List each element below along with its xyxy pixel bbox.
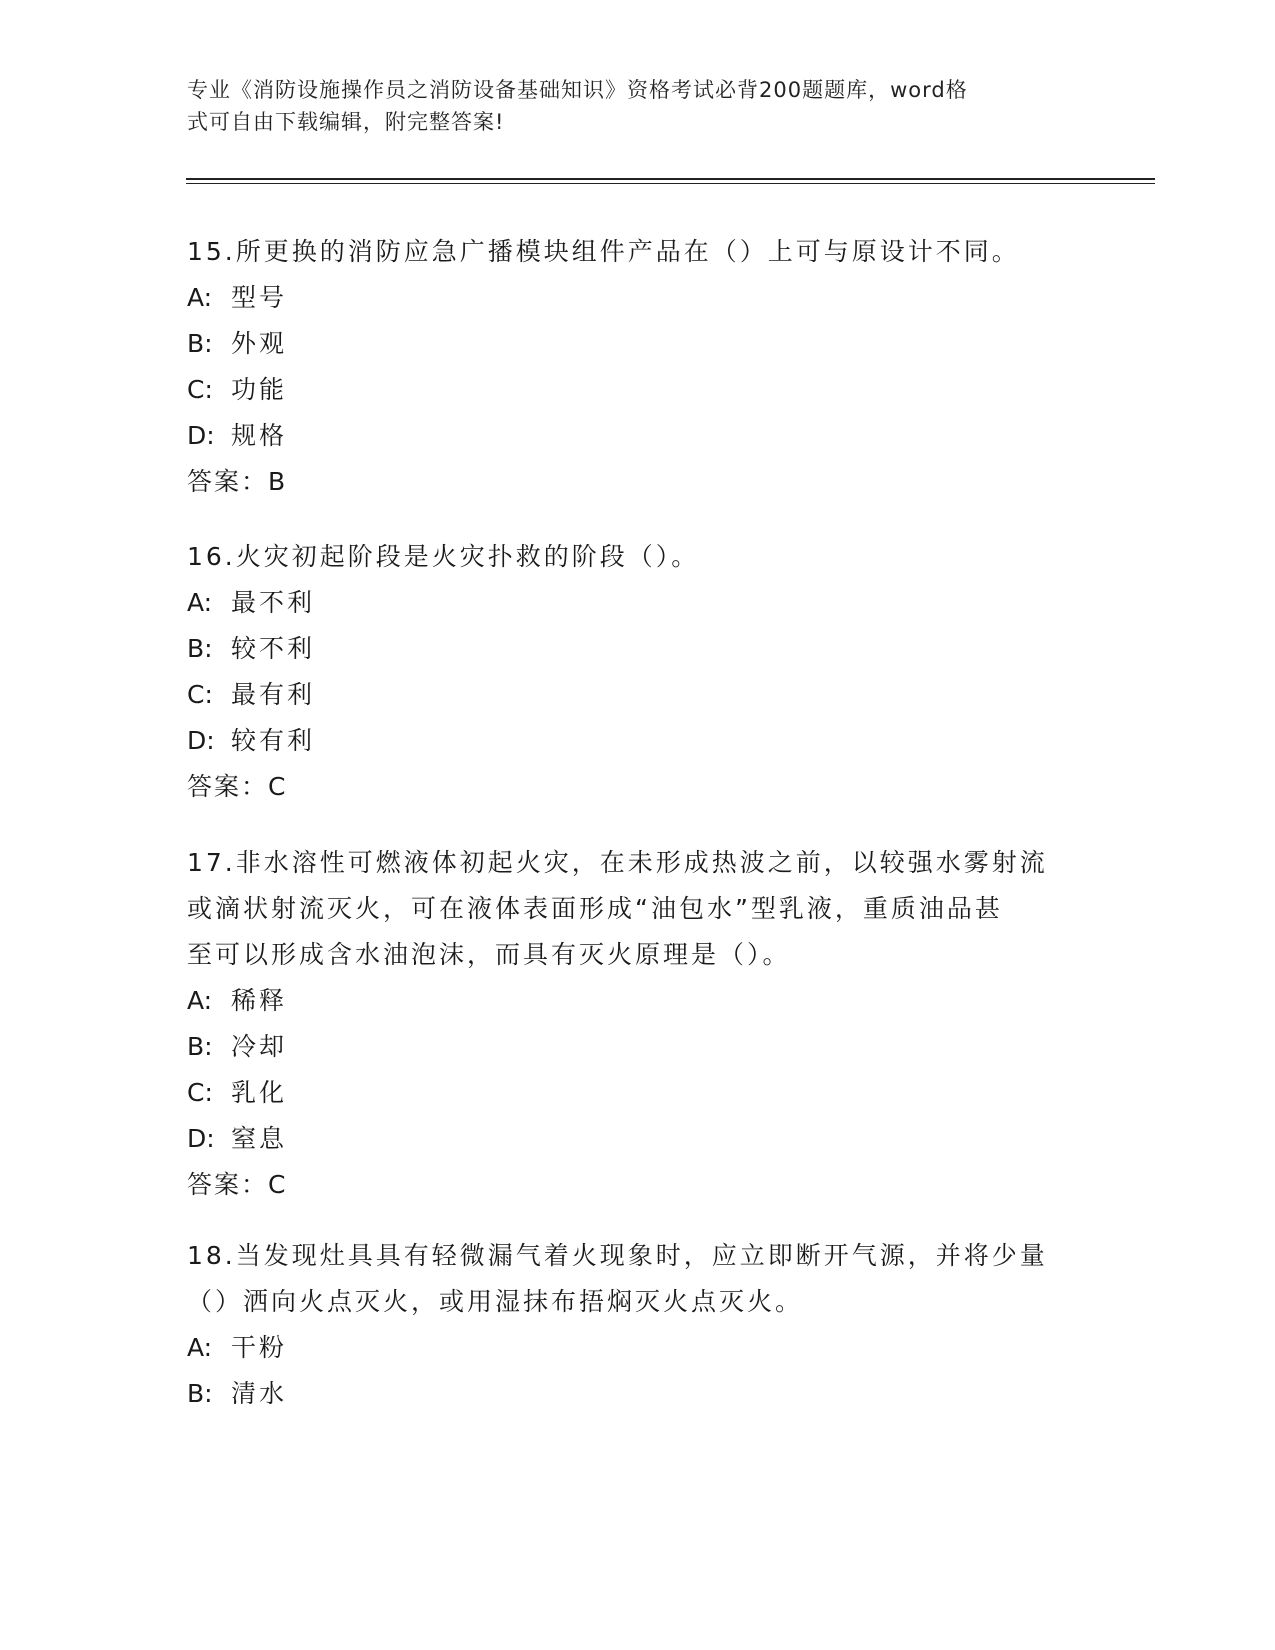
answer-value: C — [268, 1170, 286, 1199]
option-c — [187, 672, 1087, 718]
option-text: 最有利 — [231, 680, 316, 709]
option-text: 窒息 — [231, 1124, 288, 1153]
option-a — [187, 978, 1087, 1024]
answer-line — [187, 764, 1087, 810]
option-b — [187, 626, 1087, 672]
header-line-2: 式可自由下载编辑，附完整答案! — [187, 110, 505, 134]
option-c — [187, 1070, 1087, 1116]
header-line-1: 专业《消防设施操作员之消防设备基础知识》资格考试必背200题题库，word格 — [187, 78, 968, 102]
option-letter: C: — [187, 680, 213, 709]
question-stem-line-2: （）洒向火点灭火，或用湿抹布捂焖灭火点灭火。 — [187, 1287, 804, 1316]
option-text: 清水 — [231, 1379, 288, 1408]
option-letter: B: — [187, 634, 213, 663]
option-text: 较有利 — [231, 726, 316, 755]
option-d — [187, 413, 1087, 459]
option-letter: B: — [187, 329, 213, 358]
question-17 — [187, 840, 1087, 1208]
option-text: 规格 — [231, 421, 288, 450]
option-letter: A: — [187, 283, 213, 312]
option-a — [187, 580, 1087, 626]
question-15 — [187, 229, 1087, 505]
option-a — [187, 1325, 1087, 1371]
answer-line — [187, 459, 1087, 505]
option-letter: D: — [187, 421, 215, 450]
question-stem-line-2: 或滴状射流灭火，可在液体表面形成“油包水”型乳液，重质油品甚 — [187, 894, 1003, 923]
option-text: 稀释 — [231, 986, 288, 1015]
option-b — [187, 1024, 1087, 1070]
header-divider-thin — [186, 183, 1155, 184]
answer-label: 答案： — [187, 772, 269, 801]
option-letter: D: — [187, 726, 215, 755]
option-letter: A: — [187, 986, 213, 1015]
document-header — [187, 74, 1067, 138]
option-c — [187, 367, 1087, 413]
answer-value: B — [268, 467, 286, 496]
question-16 — [187, 534, 1087, 810]
option-text: 功能 — [231, 375, 288, 404]
question-stem: 15.所更换的消防应急广播模块组件产品在（）上可与原设计不同。 — [187, 237, 1020, 266]
question-18 — [187, 1233, 1087, 1417]
option-text: 型号 — [231, 283, 288, 312]
option-text: 较不利 — [231, 634, 316, 663]
answer-line — [187, 1162, 1087, 1208]
answer-label: 答案： — [187, 1170, 269, 1199]
option-b — [187, 1371, 1087, 1417]
option-letter: B: — [187, 1379, 213, 1408]
option-letter: A: — [187, 588, 213, 617]
question-stem-line-1: 17.非水溶性可燃液体初起火灾，在未形成热波之前，以较强水雾射流 — [187, 848, 1048, 877]
option-letter: A: — [187, 1333, 213, 1362]
option-letter: C: — [187, 1078, 213, 1107]
question-stem: 16.火灾初起阶段是火灾扑救的阶段（）。 — [187, 542, 700, 571]
option-letter: D: — [187, 1124, 215, 1153]
answer-label: 答案： — [187, 467, 269, 496]
option-letter: B: — [187, 1032, 213, 1061]
question-stem-line-1: 18.当发现灶具具有轻微漏气着火现象时，应立即断开气源，并将少量 — [187, 1241, 1048, 1270]
option-text: 冷却 — [231, 1032, 288, 1061]
header-divider-thick — [186, 178, 1155, 180]
option-text: 乳化 — [231, 1078, 288, 1107]
question-stem-line-3: 至可以形成含水油泡沫，而具有灭火原理是（）。 — [187, 940, 791, 969]
option-a — [187, 275, 1087, 321]
option-text: 外观 — [231, 329, 288, 358]
answer-value: C — [268, 772, 286, 801]
option-b — [187, 321, 1087, 367]
option-text: 干粉 — [231, 1333, 288, 1362]
option-d — [187, 718, 1087, 764]
option-d — [187, 1116, 1087, 1162]
option-text: 最不利 — [231, 588, 316, 617]
option-letter: C: — [187, 375, 213, 404]
